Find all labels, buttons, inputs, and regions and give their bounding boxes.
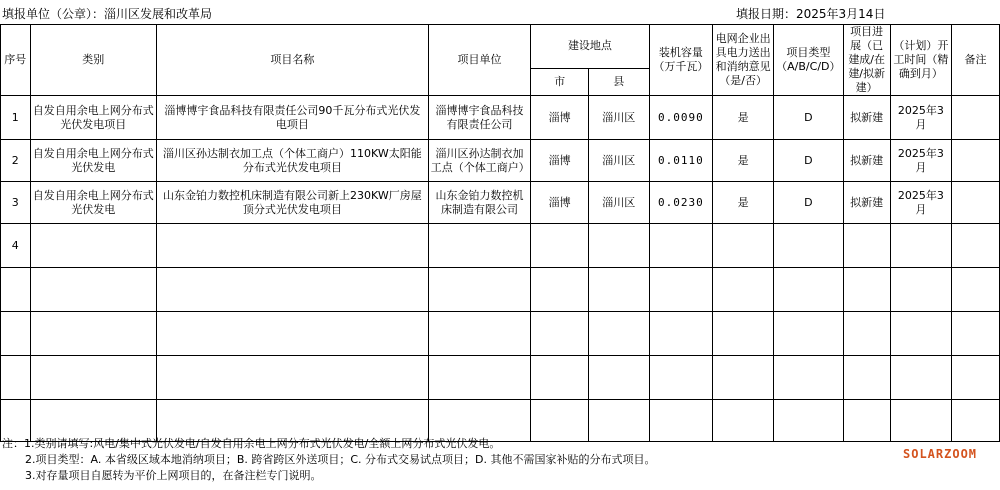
cell-start-time: 2025年3月	[890, 182, 951, 224]
cell-start-time	[890, 312, 951, 356]
filing-date: 填报日期：2025年3月14日	[736, 7, 886, 21]
cell-start-time	[890, 268, 951, 312]
cell-project-name	[157, 356, 429, 400]
footnote-1: 注：1.类别请填写:风电/集中式光伏发电/自发自用余电上网分布式光伏发电/全额上网分布式光伏发电。	[2, 437, 501, 450]
cell-project-type	[774, 268, 843, 312]
cell-grid-opinion	[713, 224, 774, 268]
cell-index	[1, 356, 31, 400]
cell-grid-opinion	[713, 268, 774, 312]
cell-city: 淄博	[531, 96, 589, 140]
cell-city: 淄博	[531, 140, 589, 182]
cell-grid-opinion: 是	[713, 96, 774, 140]
cell-capacity	[649, 224, 713, 268]
header-remarks: 备注	[951, 25, 999, 96]
cell-progress: 拟新建	[843, 96, 890, 140]
cell-grid-opinion: 是	[713, 140, 774, 182]
cell-index: 1	[1, 96, 31, 140]
header-project-name: 项目名称	[157, 25, 429, 96]
cell-capacity: 0.0090	[649, 96, 713, 140]
cell-grid-opinion	[713, 356, 774, 400]
footnote-2: 2.项目类型：A. 本省级区域本地消纳项目；B. 跨省跨区外送项目；C. 分布式交易试点项目；D. 其他不需国家补贴的分布式项目。	[25, 453, 656, 466]
cell-remarks	[951, 224, 999, 268]
footnote-3: 3.对存量项目自愿转为平价上网项目的，在备注栏专门说明。	[25, 469, 322, 482]
cell-start-time	[890, 224, 951, 268]
cell-project-unit: 山东金铂力数控机床制造有限公司	[428, 182, 531, 224]
cell-project-name	[157, 268, 429, 312]
cell-city	[531, 312, 589, 356]
cell-category: 自发自用余电上网分布式光伏发电	[30, 182, 156, 224]
header-project-type: 项目类型（A/B/C/D）	[774, 25, 843, 96]
table-row	[1, 268, 1000, 312]
table-row	[1, 356, 1000, 400]
cell-remarks	[951, 182, 999, 224]
cell-start-time	[890, 400, 951, 442]
cell-grid-opinion: 是	[713, 182, 774, 224]
cell-index: 4	[1, 224, 31, 268]
cell-project-type	[774, 312, 843, 356]
cell-project-name: 淄博博宇食品科技有限责任公司90千瓦分布式光伏发电项目	[157, 96, 429, 140]
project-table	[0, 24, 1000, 442]
cell-capacity: 0.0230	[649, 182, 713, 224]
filing-unit: 填报单位（公章）：淄川区发展和改革局	[2, 7, 213, 21]
table-row	[1, 224, 1000, 268]
cell-remarks	[951, 96, 999, 140]
cell-capacity	[649, 268, 713, 312]
header-index: 序号	[1, 25, 31, 96]
cell-capacity	[649, 312, 713, 356]
cell-county: 淄川区	[588, 182, 649, 224]
cell-category	[30, 268, 156, 312]
cell-city: 淄博	[531, 182, 589, 224]
header-progress: 项目进展（已建成/在建/拟新建）	[843, 25, 890, 96]
cell-county	[588, 312, 649, 356]
header-category: 类别	[30, 25, 156, 96]
cell-city	[531, 356, 589, 400]
cell-city	[531, 268, 589, 312]
table-row	[1, 140, 1000, 182]
cell-county	[588, 356, 649, 400]
cell-remarks	[951, 400, 999, 442]
cell-project-unit: 淄川区孙达制衣加工点（个体工商户）	[428, 140, 531, 182]
cell-project-type	[774, 224, 843, 268]
cell-project-unit	[428, 356, 531, 400]
cell-progress	[843, 268, 890, 312]
cell-remarks	[951, 140, 999, 182]
header-city: 市	[531, 68, 589, 95]
cell-progress: 拟新建	[843, 140, 890, 182]
cell-grid-opinion	[713, 312, 774, 356]
cell-progress	[843, 312, 890, 356]
solarzoom-watermark: SOLARZOOM	[903, 447, 978, 461]
table-row	[1, 312, 1000, 356]
cell-project-unit	[428, 268, 531, 312]
cell-project-type: D	[774, 96, 843, 140]
cell-project-type: D	[774, 140, 843, 182]
cell-project-name	[157, 312, 429, 356]
cell-start-time: 2025年3月	[890, 140, 951, 182]
cell-start-time: 2025年3月	[890, 96, 951, 140]
cell-category: 自发自用余电上网分布式光伏发电项目	[30, 96, 156, 140]
table-row	[1, 96, 1000, 140]
cell-remarks	[951, 356, 999, 400]
header-project-unit: 项目单位	[428, 25, 531, 96]
cell-index: 2	[1, 140, 31, 182]
cell-grid-opinion	[713, 400, 774, 442]
cell-project-unit	[428, 312, 531, 356]
cell-county	[588, 224, 649, 268]
cell-remarks	[951, 312, 999, 356]
cell-progress: 拟新建	[843, 182, 890, 224]
cell-category: 自发自用余电上网分布式光伏发电	[30, 140, 156, 182]
header-location: 建设地点	[531, 25, 649, 69]
cell-category	[30, 312, 156, 356]
header-capacity: 装机容量（万千瓦）	[649, 25, 713, 96]
cell-capacity	[649, 400, 713, 442]
cell-index: 3	[1, 182, 31, 224]
cell-project-type	[774, 356, 843, 400]
cell-index	[1, 268, 31, 312]
cell-progress	[843, 356, 890, 400]
cell-start-time	[890, 356, 951, 400]
cell-project-type	[774, 400, 843, 442]
cell-project-type: D	[774, 182, 843, 224]
cell-category	[30, 356, 156, 400]
footnotes	[2, 436, 656, 484]
header-county: 县	[588, 68, 649, 95]
cell-remarks	[951, 268, 999, 312]
cell-project-name: 淄川区孙达制衣加工点（个体工商户）110KW太阳能分布式光伏发电项目	[157, 140, 429, 182]
cell-project-unit: 淄博博宇食品科技有限责任公司	[428, 96, 531, 140]
cell-county: 淄川区	[588, 96, 649, 140]
cell-capacity: 0.0110	[649, 140, 713, 182]
cell-progress	[843, 224, 890, 268]
cell-category	[30, 224, 156, 268]
cell-city	[531, 224, 589, 268]
table-row	[1, 182, 1000, 224]
cell-index	[1, 312, 31, 356]
cell-county: 淄川区	[588, 140, 649, 182]
cell-capacity	[649, 356, 713, 400]
cell-county	[588, 268, 649, 312]
header-grid-opinion: 电网企业出具电力送出和消纳意见（是/否）	[713, 25, 774, 96]
form-header	[0, 0, 1000, 24]
cell-project-name: 山东金铂力数控机床制造有限公司新上230KW厂房屋顶分式光伏发电项目	[157, 182, 429, 224]
cell-project-name	[157, 224, 429, 268]
cell-project-unit	[428, 224, 531, 268]
cell-progress	[843, 400, 890, 442]
header-start-time: （计划）开工时间（精确到月）	[890, 25, 951, 96]
